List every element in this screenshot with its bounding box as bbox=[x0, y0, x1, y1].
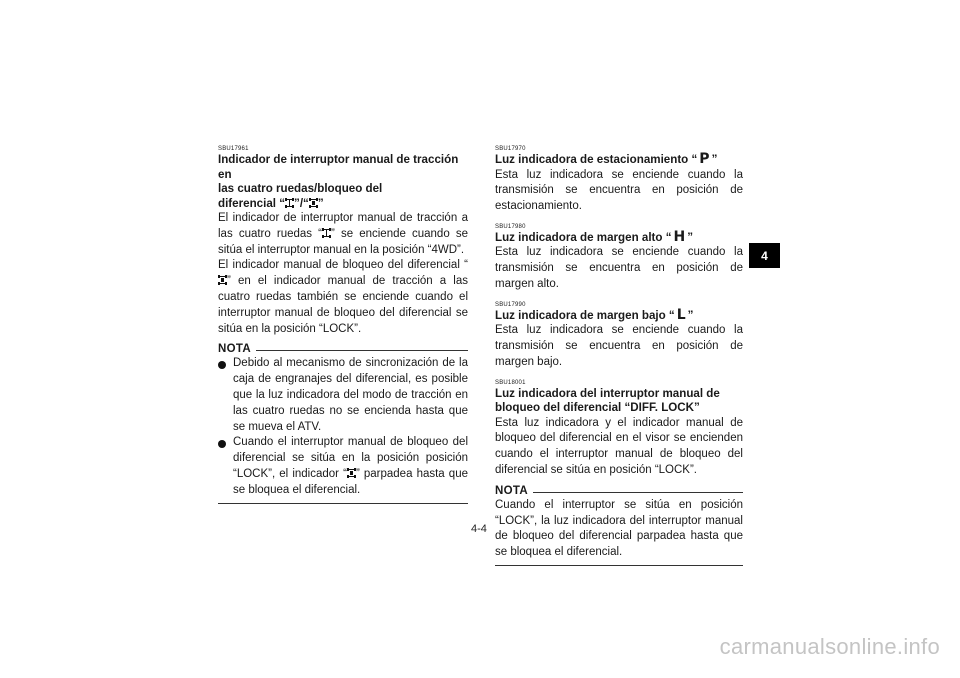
right-column bbox=[495, 146, 743, 566]
paragraph-diff-lock bbox=[218, 258, 468, 337]
watermark: carmanualsonline.info bbox=[719, 634, 940, 659]
chapter-tab: 4 bbox=[749, 243, 780, 268]
note-header bbox=[495, 484, 743, 498]
paragraph-low: Esta luz indicadora se enciende cuando la transmisión se encuentra en posición de margen bajo. bbox=[495, 324, 743, 368]
bullet-icon bbox=[218, 440, 226, 448]
diff-lock-icon bbox=[218, 275, 227, 285]
section-code: SBU17961 bbox=[218, 146, 249, 152]
bullet-text: Cuando el interruptor manual de bloqueo del diferencial se sitúa en la posición posición “LOCK”, el indicador “ bbox=[233, 436, 468, 480]
section-code: SBU18001 bbox=[495, 379, 526, 386]
high-range-icon: H bbox=[673, 228, 686, 245]
note-bullet bbox=[218, 435, 468, 498]
note-rule bbox=[256, 350, 468, 351]
bullet-icon bbox=[218, 361, 226, 369]
paragraph-text: El indicador manual de bloqueo del diferencial “ bbox=[218, 259, 468, 272]
paragraph-text: ” se enciende cuando se sitúa el interruptor manual en la posición “4WD”. bbox=[218, 227, 468, 256]
note-header bbox=[218, 342, 468, 356]
note-end-rule bbox=[218, 503, 468, 504]
note-label: NOTA bbox=[495, 484, 528, 497]
low-range-icon: L bbox=[676, 306, 686, 323]
note-end-rule bbox=[495, 565, 743, 566]
section-heading-high bbox=[495, 228, 743, 246]
heading-quote: ”/“ bbox=[294, 196, 309, 210]
paragraph-text: ” en el indicador manual de tracción a las cuatro ruedas también se enciende cuando el interruptor manual de bloqueo del diferencial se sitúa en la posición “LOCK”. bbox=[218, 275, 468, 335]
bullet-text: ” parpadea hasta que se bloquea el diferencial. bbox=[233, 467, 468, 496]
heading-quote: ” bbox=[317, 196, 324, 210]
paragraph-high: Esta luz indicadora se enciende cuando la transmisión se encuentra en posición de margen alto. bbox=[495, 246, 743, 290]
parking-icon: P bbox=[699, 151, 710, 167]
heading-quote: ” bbox=[687, 230, 694, 244]
section-code: SBU17970 bbox=[495, 146, 526, 152]
note-label: NOTA bbox=[218, 343, 251, 356]
section-heading-parking bbox=[495, 153, 743, 168]
heading-line: las cuatro ruedas/bloqueo del bbox=[218, 182, 383, 195]
section-heading-low bbox=[495, 306, 743, 324]
note-rule bbox=[533, 492, 743, 493]
heading-text: Luz indicadora de margen alto “ bbox=[495, 230, 672, 244]
4wd-icon bbox=[322, 228, 331, 238]
note-text: Cuando el interruptor se sitúa en posición “LOCK”, la luz indicadora del interruptor manual de bloqueo del diferencial parpadea hasta que se bloquea el diferencial. bbox=[495, 498, 743, 559]
note-bullet bbox=[218, 356, 468, 435]
heading-text: Luz indicadora de margen bajo “ bbox=[495, 308, 675, 322]
paragraph-diff-lock: Esta luz indicadora y el indicador manual de bloqueo del diferencial en el visor se encienden cuando el interruptor manual de bloqueo del diferencial se sitúa en posición “LOCK”. bbox=[495, 416, 743, 477]
section-heading-diff-lock: Luz indicadora del interruptor manual de bloqueo del diferencial “DIFF. LOCK” bbox=[495, 386, 720, 415]
diff-lock-icon bbox=[309, 198, 318, 208]
heading-line: Indicador de interruptor manual de tracción en bbox=[218, 153, 459, 181]
paragraph-4wd bbox=[218, 211, 468, 258]
paragraph-text: El indicador de interruptor manual de tracción a las cuatro ruedas “ bbox=[218, 212, 468, 240]
section-code: SBU17990 bbox=[495, 301, 526, 308]
paragraph-parking: Esta luz indicadora se enciende cuando la transmisión se encuentra en posición de estacionamiento. bbox=[495, 168, 743, 213]
heading-line: diferencial “ bbox=[218, 196, 286, 210]
section-code: SBU17980 bbox=[495, 223, 526, 230]
heading-quote: ” bbox=[687, 308, 694, 322]
heading-text: Luz indicadora de estacionamiento “ bbox=[495, 153, 698, 166]
bullet-text: Debido al mecanismo de sincronización de la caja de engranajes del diferencial, es posible que la luz indicadora del modo de tracción en las cuatro ruedas no se encienda hasta que se mueva el ATV. bbox=[233, 357, 468, 433]
heading-quote: ” bbox=[711, 153, 718, 166]
4wd-icon bbox=[285, 198, 294, 208]
left-column bbox=[218, 146, 468, 504]
diff-lock-icon bbox=[347, 468, 356, 478]
section-heading-4wd bbox=[218, 153, 468, 211]
page-number: 4-4 bbox=[471, 523, 487, 535]
